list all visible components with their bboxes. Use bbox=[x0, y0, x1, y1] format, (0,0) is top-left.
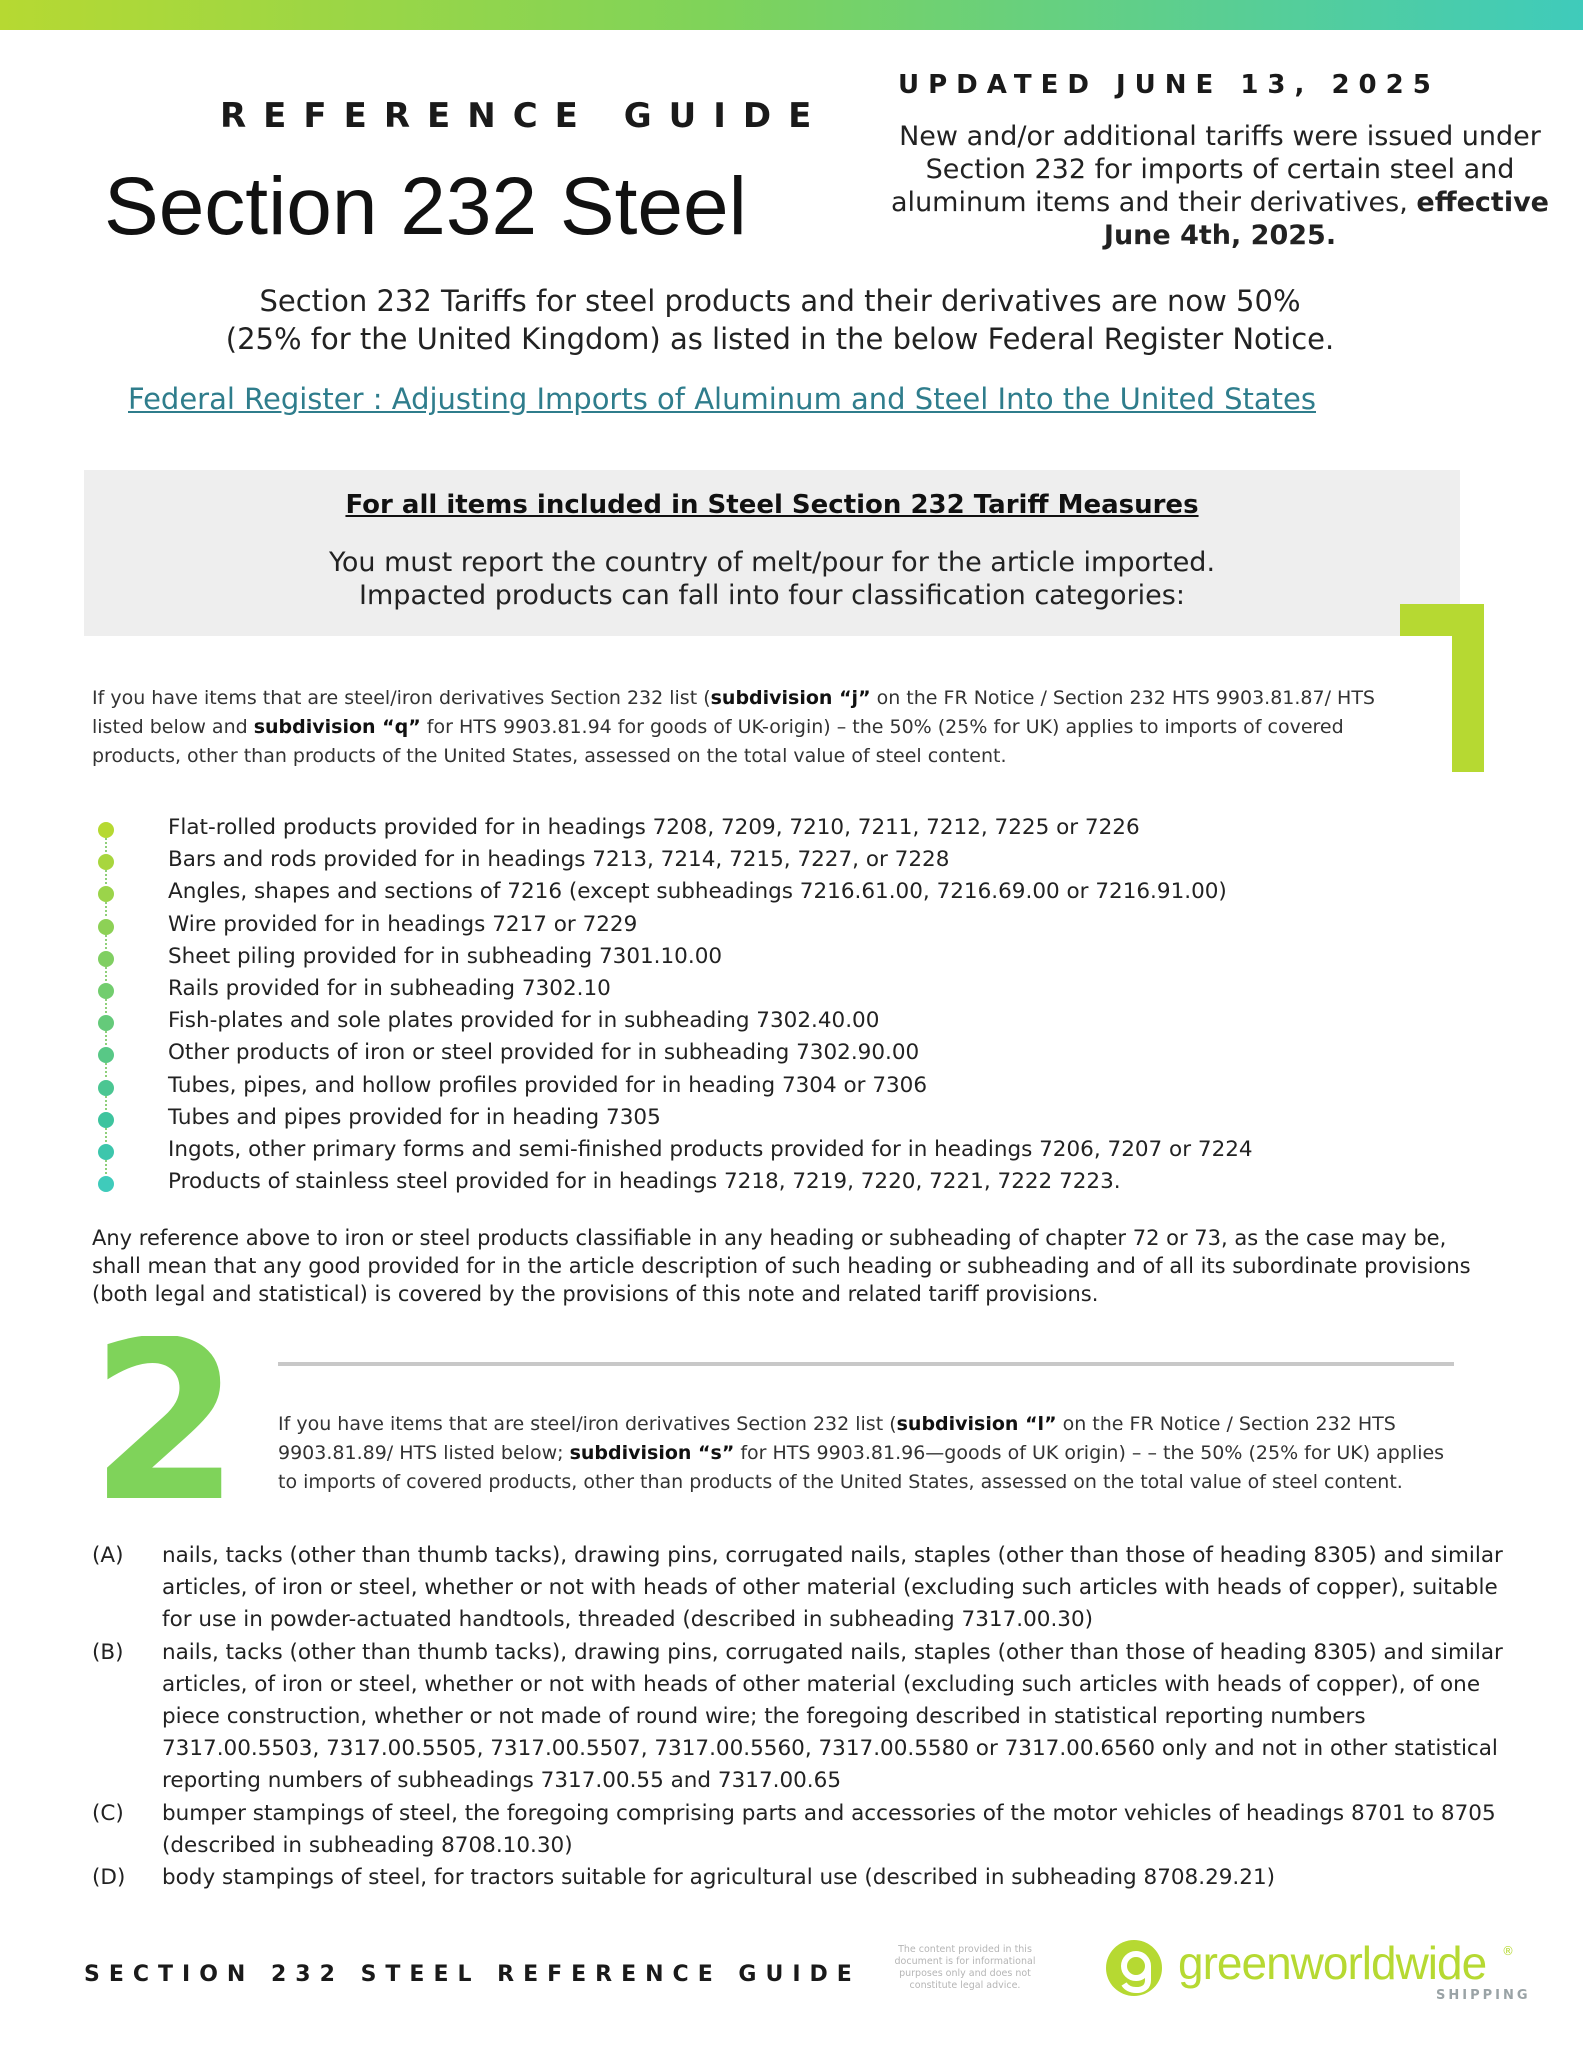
product-list-item bbox=[92, 844, 1392, 876]
bullet-dot-icon bbox=[98, 1080, 114, 1096]
requirements-line-1: You must report the country of melt/pour for the article imported. bbox=[328, 547, 1216, 578]
item-letter: (C) bbox=[92, 1800, 124, 1826]
product-list-text: Tubes, pipes, and hollow profiles provided for in heading 7304 or 7306 bbox=[168, 1072, 928, 1098]
logo-wordmark: greenworldwide bbox=[1178, 1937, 1487, 1989]
cat1-subdivision-j: subdivision “j” bbox=[710, 687, 871, 709]
product-list-item bbox=[92, 812, 1392, 844]
product-list-item bbox=[92, 973, 1392, 1005]
category-2-description bbox=[278, 1410, 1458, 1497]
bullet-dot-icon bbox=[98, 951, 114, 967]
category-number-1 bbox=[1400, 604, 1484, 772]
product-list-item bbox=[92, 941, 1392, 973]
cat2-subdivision-s: subdivision “s” bbox=[569, 1442, 735, 1464]
product-list-text: Wire provided for in headings 7217 or 7229 bbox=[168, 911, 638, 937]
product-list-text: Ingots, other primary forms and semi-finished products provided for in headings 7206, 7207 or 7224 bbox=[168, 1136, 1253, 1162]
federal-register-link[interactable]: Federal Register : Adjusting Imports of Aluminum and Steel Into the United States bbox=[128, 382, 1316, 416]
intro-line-2: (25% for the United Kingdom) as listed in the below Federal Register Notice. bbox=[225, 322, 1335, 356]
product-list-item bbox=[92, 909, 1392, 941]
product-list-text: Bars and rods provided for in headings 7213, 7214, 7215, 7227, or 7228 bbox=[168, 847, 950, 873]
item-text: nails, tacks (other than thumb tacks), drawing pins, corrugated nails, staples (other than those of heading 8305) and similar articles, of iron or steel, whether or not with heads of other material (excluding such articles with heads of copper), of one piece construction, whether or not made of round wire; the foregoing described in statistical reporting numbers 7317.00.5503, 7317.00.5505, 7317.00.5507, 7317.00.5560, 7317.00.5580 or 7317.00.6560 only and not in other statistical reporting numbers of subheadings 7317.00.55 and 7317.00.65 bbox=[162, 1639, 1503, 1794]
item-text: nails, tacks (other than thumb tacks), drawing pins, corrugated nails, staples (other than those of heading 8305) and similar articles, of iron or steel, whether or not with heads of other material (excluding such articles with heads of copper), suitable for use in powder-actuated handtools, threaded (described in subheading 7317.00.30) bbox=[162, 1543, 1503, 1633]
category-number-2 bbox=[90, 1336, 240, 1504]
reference-guide-label: REFERENCE GUIDE bbox=[220, 96, 829, 136]
product-list-item bbox=[92, 1005, 1392, 1037]
intro-line-1: Section 232 Tariffs for steel products and their derivatives are now 50% bbox=[259, 284, 1301, 318]
bullet-dot-icon bbox=[98, 1176, 114, 1192]
product-list-text: Sheet piling provided for in subheading 7301.10.00 bbox=[168, 943, 723, 969]
category-1-description bbox=[92, 684, 1392, 771]
logo-subtitle: SHIPPING bbox=[1436, 1988, 1531, 2003]
bullet-dot-icon bbox=[98, 1015, 114, 1031]
item-text: bumper stampings of steel, the foregoing comprising parts and accessories of the motor vehicles of headings 8701 to 8705 (described in subheading 8708.10.30) bbox=[162, 1800, 1496, 1858]
legal-disclaimer: The content provided in this document is for informational purposes only and does not constitute legal advice. bbox=[894, 1944, 1036, 1991]
lettered-item bbox=[92, 1540, 1512, 1637]
bullet-dot-icon bbox=[98, 1112, 114, 1128]
cat1-text-a: If you have items that are steel/iron derivatives Section 232 list ( bbox=[92, 687, 711, 709]
product-list-item bbox=[92, 1037, 1392, 1069]
item-letter: (B) bbox=[92, 1639, 124, 1665]
update-notice-text: New and/or additional tariffs were issued under Section 232 for imports of certain steel and aluminum items and their derivatives, bbox=[891, 121, 1541, 218]
greenworldwide-logo bbox=[1104, 1934, 1531, 2004]
chapter-reference-note: Any reference above to iron or steel products classifiable in any heading or subheading of chapter 72 or 73, as the case may be, shall mean that any good provided for in the article description of such heading or subheading and of all its subordinate provisions (both legal and statistical) is covered by the provisions of this note and related tariff provisions. bbox=[92, 1226, 1471, 1306]
requirements-box bbox=[84, 470, 1460, 636]
top-gradient-bar bbox=[0, 0, 1583, 30]
product-list-text: Flat-rolled products provided for in headings 7208, 7209, 7210, 7211, 7212, 7225 or 7226 bbox=[168, 815, 1140, 840]
cat2-text-a: If you have items that are steel/iron derivatives Section 232 list ( bbox=[278, 1413, 897, 1435]
product-list-text: Fish-plates and sole plates provided for in subheading 7302.40.00 bbox=[168, 1008, 880, 1034]
item-letter: (D) bbox=[92, 1865, 126, 1891]
update-notice-effective: effective June 4th, 2025. bbox=[1103, 187, 1549, 251]
bullet-dot-icon bbox=[98, 822, 114, 838]
bullet-dot-icon bbox=[98, 1047, 114, 1063]
update-notice bbox=[860, 120, 1580, 252]
item-text: body stampings of steel, for tractors suitable for agricultural use (described in subheading 8708.29.21) bbox=[162, 1865, 1276, 1891]
category-2-item-list bbox=[92, 1540, 1512, 1894]
intro-text bbox=[80, 282, 1480, 358]
footer-guide-label: SECTION 232 STEEL REFERENCE GUIDE bbox=[84, 1962, 861, 1987]
product-list-text: Products of stainless steel provided for in headings 7218, 7219, 7220, 7221, 7222 7223. bbox=[168, 1169, 1121, 1195]
category-1-product-list bbox=[92, 812, 1392, 1198]
cat2-text-c: for HTS 9903.81.96—goods of UK origin) – – the 50% (25% for UK) applies to imports of covered products, other than products of the United States, assessed on the total value of steel content. bbox=[278, 1442, 1445, 1493]
category-2-divider bbox=[278, 1362, 1454, 1366]
product-list-text: Rails provided for in subheading 7302.10 bbox=[168, 975, 611, 1001]
requirements-body bbox=[84, 546, 1460, 612]
item-letter: (A) bbox=[92, 1543, 124, 1568]
requirements-heading: For all items included in Steel Section 232 Tariff Measures bbox=[345, 490, 1199, 520]
updated-date: UPDATED JUNE 13, 2025 bbox=[898, 70, 1440, 100]
cat1-subdivision-q: subdivision “q” bbox=[253, 716, 421, 738]
bullet-dot-icon bbox=[98, 1144, 114, 1160]
logo-registered-mark: ® bbox=[1502, 1944, 1514, 1958]
bullet-dot-icon bbox=[98, 919, 114, 935]
cat1-text-b: on the FR Notice / Section 232 HTS 9903.81.87/ HTS listed below and bbox=[92, 687, 1375, 738]
bullet-dot-icon bbox=[98, 983, 114, 999]
product-list-item bbox=[92, 1070, 1392, 1102]
product-list-item bbox=[92, 1102, 1392, 1134]
product-list-item bbox=[92, 1166, 1392, 1198]
cat2-subdivision-l: subdivision “l” bbox=[896, 1413, 1057, 1435]
requirements-line-2: Impacted products can fall into four classification categories: bbox=[359, 580, 1185, 611]
bullet-dot-icon bbox=[98, 886, 114, 902]
product-list-item bbox=[92, 876, 1392, 908]
svg-text:2: 2 bbox=[90, 1336, 240, 1504]
lettered-item bbox=[92, 1798, 1512, 1862]
page-title: Section 232 Steel bbox=[104, 161, 747, 252]
bullet-dot-icon bbox=[98, 854, 114, 870]
product-list-text: Angles, shapes and sections of 7216 (except subheadings 7216.61.00, 7216.69.00 or 7216.91.00) bbox=[168, 879, 1227, 905]
cat2-text-b: on the FR Notice / Section 232 HTS 9903.81.89/ HTS listed below; bbox=[278, 1413, 1396, 1464]
lettered-item bbox=[92, 1637, 1512, 1798]
cat1-text-c: for HTS 9903.81.94 for goods of UK-origin) – the 50% (25% for UK) applies to imports of covered products, other than products of the United States, assessed on the total value of steel content. bbox=[92, 716, 1344, 767]
product-list-item bbox=[92, 1134, 1392, 1166]
lettered-item bbox=[92, 1862, 1512, 1894]
product-list-text: Other products of iron or steel provided for in subheading 7302.90.00 bbox=[168, 1040, 920, 1066]
product-list-text: Tubes and pipes provided for in heading 7305 bbox=[168, 1104, 661, 1130]
logo-g-icon bbox=[1104, 1938, 1164, 1998]
